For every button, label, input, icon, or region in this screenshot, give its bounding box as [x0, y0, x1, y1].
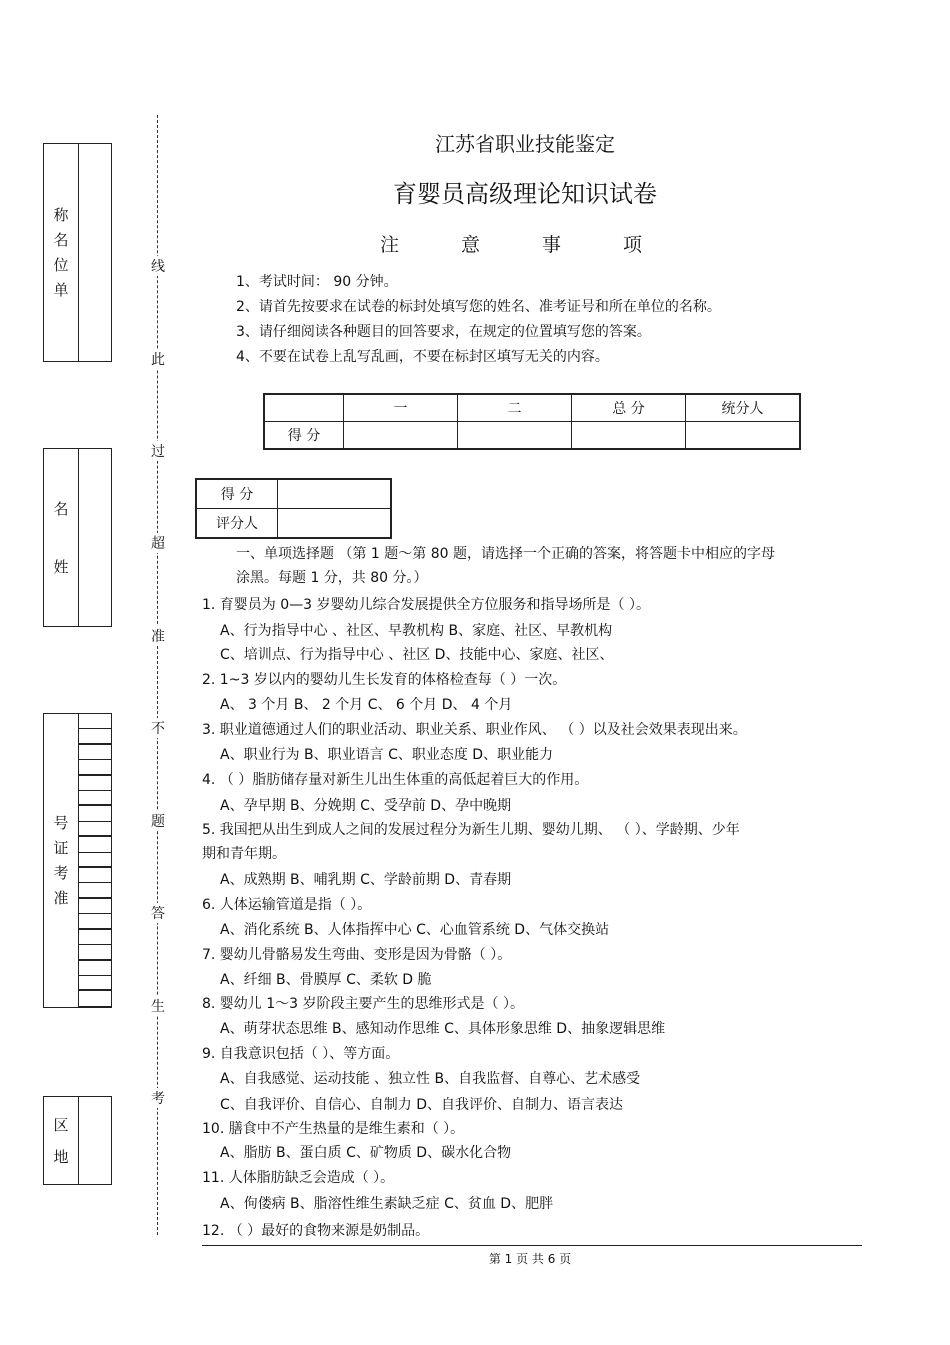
seal-char: 超	[150, 533, 166, 553]
score-row-label: 得 分	[264, 422, 344, 450]
grader-name-label: 评分人	[196, 509, 278, 539]
question: 7. 婴幼儿骨骼易发生弯曲、变形是因为骨骼（ ）。	[202, 947, 512, 963]
page-footer: 第 1 页 共 6 页	[488, 1252, 572, 1266]
exam-number-cell[interactable]	[79, 853, 111, 868]
exam-number-cell[interactable]	[79, 899, 111, 914]
seal-char: 考	[150, 1088, 166, 1108]
exam-number-cell[interactable]	[79, 914, 111, 929]
question-options: A、行为指导中心 、社区、早教机构 B、家庭、社区、早教机构	[220, 623, 613, 639]
question-options: A、职业行为 B、职业语言 C、职业态度 D、职业能力	[220, 747, 554, 763]
score-header-cell: 总 分	[572, 394, 686, 422]
score-table	[263, 393, 801, 450]
question: 3. 职业道德通过人们的职业活动、职业关系、职业作风、 （ ）以及社会效果表现出来。	[202, 722, 747, 738]
question-options: A、自我感觉、运动技能 、独立性 B、自我监督、自尊心、艺术感受	[220, 1071, 641, 1087]
seal-char: 生	[150, 996, 166, 1016]
grader-name-cell[interactable]	[278, 509, 392, 539]
question: 1. 育婴员为 0—3 岁婴幼儿综合发展提供全方位服务和指导场所是（ ）。	[202, 597, 650, 613]
question-options: A、佝偻病 B、脂溶性维生素缺乏症 C、贫血 D、肥胖	[220, 1196, 554, 1212]
exam-title: 育婴员高级理论知识试卷	[393, 180, 657, 208]
question: 5. 我国把从出生到成人之间的发展过程分为新生儿期、婴幼儿期、 （ ）、学龄期、少年	[202, 822, 740, 838]
score-cell[interactable]	[344, 422, 458, 450]
section-instructions	[236, 542, 826, 590]
question-options: A、纤细 B、骨膜厚 C、柔软 D 脆	[220, 972, 432, 988]
question-options: A、脂肪 B、蛋白质 C、矿物质 D、碳水化合物	[220, 1145, 512, 1161]
exam-number-cell[interactable]	[79, 745, 111, 760]
exam-number-cell[interactable]	[79, 776, 111, 791]
organization-title: 江苏省职业技能鉴定	[435, 132, 615, 156]
exam-number-cell[interactable]	[79, 868, 111, 883]
notice-item: 4、不要在试卷上乱写乱画，不要在标封区填写无关的内容。	[236, 349, 609, 365]
exam-number-box[interactable]	[43, 713, 112, 1008]
seal-char: 答	[150, 903, 166, 923]
exam-number-cell[interactable]	[79, 822, 111, 837]
exam-number-cell[interactable]	[79, 791, 111, 806]
unit-name-label: 称 名 位 单	[44, 144, 79, 361]
question: 2. 1~3 岁以内的婴幼儿生长发育的体格检查每（ ）一次。	[202, 672, 567, 688]
question: 8. 婴幼儿 1～3 岁阶段主要产生的思维形式是（ ）。	[202, 996, 524, 1012]
notice-list	[236, 270, 721, 370]
notice-item: 3、请仔细阅读各种题目的回答要求，在规定的位置填写您的答案。	[236, 324, 651, 340]
footer-divider	[202, 1245, 862, 1246]
question-options: C、培训点、行为指导中心 、社区 D、技能中心、家庭、社区、	[220, 647, 614, 663]
seal-char: 过	[150, 441, 166, 461]
question: 6. 人体运输管道是指（ ）。	[202, 897, 372, 913]
score-header-cell: 一	[344, 394, 458, 422]
seal-char: 准	[150, 626, 166, 646]
exam-number-cell[interactable]	[79, 945, 111, 960]
region-label: 区 地	[44, 1097, 79, 1184]
score-cell[interactable]	[572, 422, 686, 450]
seal-char: 线	[150, 256, 166, 276]
name-box[interactable]	[43, 448, 112, 627]
question-options: A、消化系统 B、人体指挥中心 C、心血管系统 D、气体交换站	[220, 922, 610, 938]
score-cell[interactable]	[686, 422, 801, 450]
question-options: C、自我评价、自信心、自制力 D、自我评价、自制力、语言表达	[220, 1097, 624, 1113]
question-options: A、 3 个月 B、 2 个月 C、 6 个月 D、 4 个月	[220, 697, 513, 713]
name-label: 名 姓	[44, 449, 79, 626]
question: 9. 自我意识包括（ ）、等方面。	[202, 1046, 400, 1062]
question-options: A、萌芽状态思维 B、感知动作思维 C、具体形象思维 D、抽象逻辑思维	[220, 1021, 666, 1037]
exam-number-label: 号 证 考 准	[44, 714, 79, 1007]
seal-dashed-line	[157, 115, 158, 1235]
exam-number-cell[interactable]	[79, 930, 111, 945]
seal-char: 题	[150, 811, 166, 831]
question-continuation: 期和青年期。	[202, 846, 286, 862]
question-options: A、孕早期 B、分娩期 C、受孕前 D、孕中晚期	[220, 798, 512, 814]
exam-number-cell[interactable]	[79, 714, 111, 729]
score-header-cell: 二	[458, 394, 572, 422]
notice-item: 1、考试时间： 90 分钟。	[236, 274, 398, 290]
exam-number-cell[interactable]	[79, 806, 111, 821]
score-header-cell: 统分人	[686, 394, 801, 422]
exam-number-cell[interactable]	[79, 729, 111, 744]
score-cell[interactable]	[458, 422, 572, 450]
question: 12. （ ）最好的食物来源是奶制品。	[202, 1223, 430, 1239]
notice-title: 注 意 事 项	[379, 234, 671, 256]
seal-char: 此	[150, 349, 166, 369]
seal-char: 不	[150, 718, 166, 738]
exam-number-cell[interactable]	[79, 760, 111, 775]
exam-number-cell[interactable]	[79, 976, 111, 991]
exam-number-grid	[79, 714, 111, 1007]
section-line: 涂黑。每题 1 分，共 80 分。）	[236, 570, 428, 586]
grader-score-cell[interactable]	[278, 479, 392, 509]
score-header-cell	[264, 394, 344, 422]
exam-number-cell[interactable]	[79, 837, 111, 852]
exam-number-cell[interactable]	[79, 883, 111, 898]
grader-table	[195, 478, 392, 539]
question: 4. （ ）脂肪储存量对新生儿出生体重的高低起着巨大的作用。	[202, 772, 589, 788]
question: 10. 膳食中不产生热量的是维生素和（ ）。	[202, 1121, 465, 1137]
question-options: A、成熟期 B、哺乳期 C、学龄前期 D、青春期	[220, 872, 512, 888]
notice-item: 2、请首先按要求在试卷的标封处填写您的姓名、准考证号和所在单位的名称。	[236, 299, 721, 315]
exam-number-cell[interactable]	[79, 961, 111, 976]
section-line: 一、单项选择题 （第 1 题～第 80 题，请选择一个正确的答案，将答题卡中相应的字母	[236, 546, 775, 562]
grader-score-label: 得 分	[196, 479, 278, 509]
exam-number-cell[interactable]	[79, 991, 111, 1006]
question: 11. 人体脂肪缺乏会造成（ ）。	[202, 1170, 395, 1186]
region-box[interactable]	[43, 1096, 112, 1185]
